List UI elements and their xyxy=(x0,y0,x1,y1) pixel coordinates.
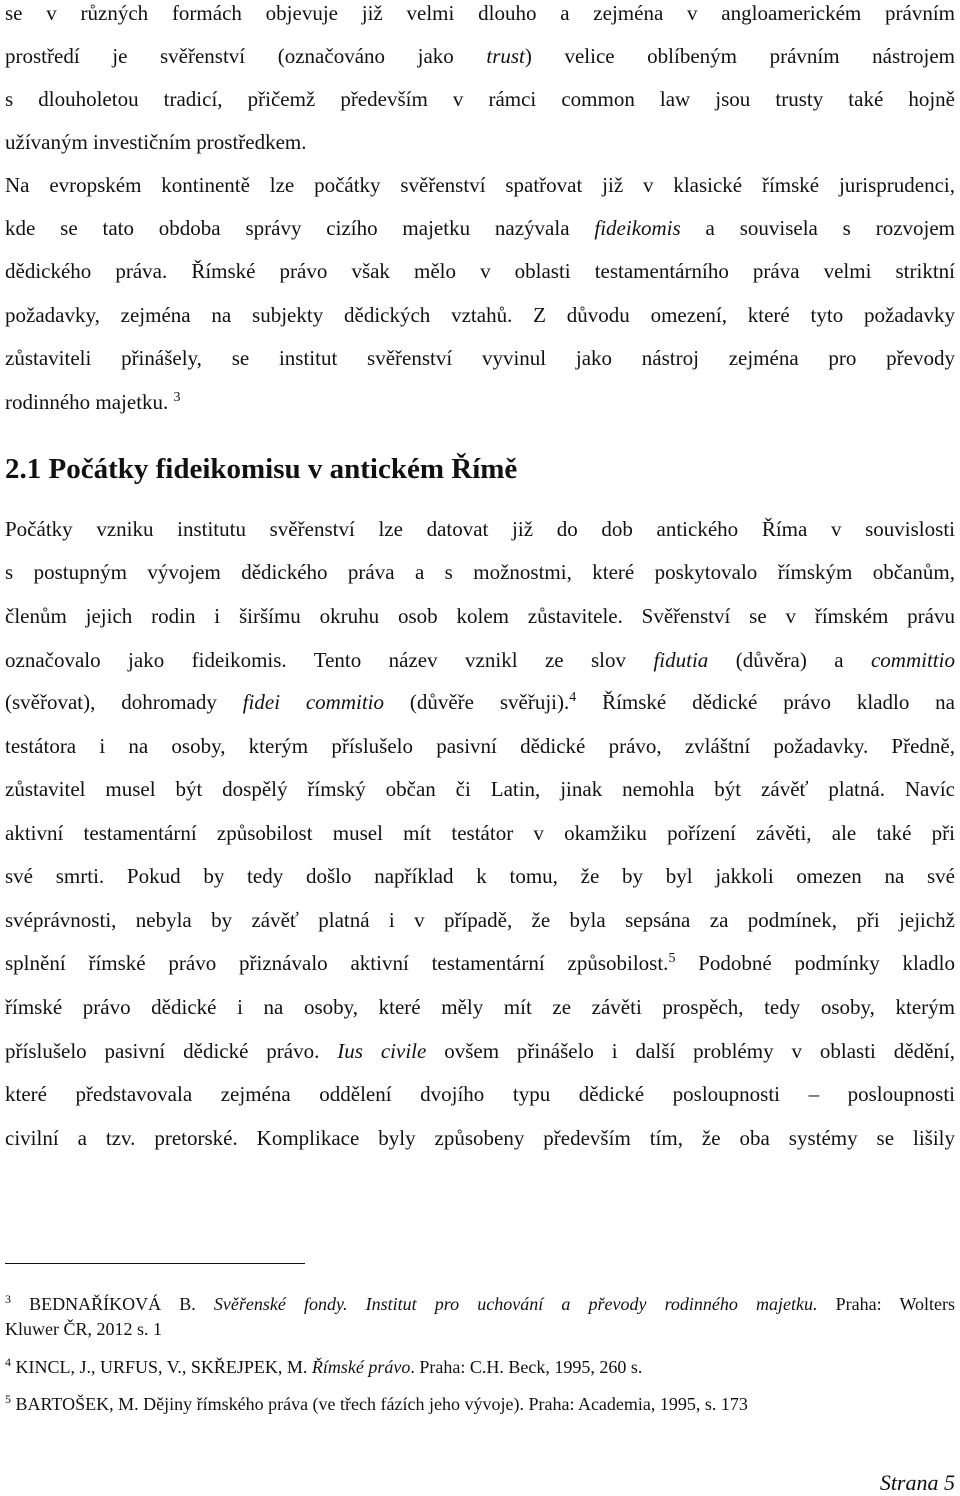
footnote-number: 3 xyxy=(5,1292,11,1306)
text: rodinného majetku. xyxy=(5,390,169,414)
section-heading: 2.1 Počátky fideikomisu v antickém Římě xyxy=(5,453,518,485)
footnote-4 xyxy=(5,1355,955,1379)
text: (důvěře svěřuji). xyxy=(384,690,570,714)
text: se v různých formách objevuje již velmi dlouho a zejména v angloamerickém právním xyxy=(5,1,955,25)
text: prostředí je svěřenství (označováno jako xyxy=(5,44,487,68)
paragraph-line xyxy=(5,647,955,673)
text: příslušelo pasivní dědické právo. xyxy=(5,1039,338,1063)
italic-title: Římské právo xyxy=(311,1357,411,1377)
paragraph-line xyxy=(5,603,955,629)
paragraph-line xyxy=(5,994,955,1020)
text: členům jejich rodin i širšímu okruhu osob kolem zůstavitele. Svěřenství se v římském právu xyxy=(5,604,955,628)
text: Počátky vzniku institutu svěřenství lze datovat již do dob antického Říma v souvislosti xyxy=(5,517,955,541)
italic-term: trust xyxy=(486,44,525,68)
text: Na evropském kontinentě lze počátky svěřenství spatřovat již v klasické římské jurisprudenci, xyxy=(5,173,955,197)
footnote-reference[interactable]: 3 xyxy=(173,390,181,405)
paragraph-line xyxy=(5,215,955,241)
text: označovalo jako fideikomis. Tento název vznikl ze slov xyxy=(5,648,654,672)
text: Římské dědické právo kladlo na xyxy=(576,690,956,714)
paragraph-line xyxy=(5,820,955,846)
text: Podobné podmínky kladlo xyxy=(675,951,955,975)
footnote-reference[interactable]: 5 xyxy=(668,951,676,966)
footnote-3 xyxy=(5,1292,955,1316)
paragraph-line xyxy=(5,0,955,26)
italic-term: Ius civile xyxy=(337,1039,427,1063)
text: ) velice oblíbeným právním nástrojem xyxy=(524,44,955,68)
paragraph-line xyxy=(5,1081,955,1107)
text: BARTOŠEK, M. Dějiny římského práva (ve třech fázích jeho vývoje). Praha: Academia, 1995, s. 173 xyxy=(11,1394,748,1414)
paragraph-line xyxy=(5,907,955,933)
text: dědického práva. Římské právo však mělo v oblasti testamentárního práva velmi striktní xyxy=(5,259,955,283)
paragraph-line xyxy=(5,733,955,759)
text: (důvěra) a xyxy=(708,648,871,672)
text: civilní a tzv. pretorské. Komplikace byly způsobeny především tím, že oba systémy se lišily xyxy=(5,1126,955,1150)
text: KINCL, J., URFUS, V., SKŘEJPEK, M. xyxy=(11,1357,312,1377)
text: BEDNAŘÍKOVÁ B. xyxy=(11,1294,214,1314)
italic-term: fidei commitio xyxy=(242,690,385,714)
text: užívaným investičním prostředkem. xyxy=(5,130,307,154)
text: římské právo dědické i na osoby, které měly mít ze závěti prospěch, tedy osoby, kterým xyxy=(5,995,955,1019)
italic-term: fidutia xyxy=(653,648,709,672)
paragraph-line xyxy=(5,302,955,328)
paragraph-line xyxy=(5,863,955,889)
paragraph-line xyxy=(5,1038,955,1064)
page-number: Strana 5 xyxy=(879,1470,955,1495)
text: požadavky, zejména na subjekty dědických vztahů. Z důvodu omezení, které tyto požadavky xyxy=(5,303,955,327)
paragraph-line xyxy=(5,689,955,715)
footnote-divider xyxy=(5,1263,305,1264)
text: zůstaviteli přinášely, se institut svěřenství vyvinul jako nástroj zejména pro převody xyxy=(5,346,955,370)
text: ovšem přinášelo i další problémy v oblasti dědění, xyxy=(426,1039,955,1063)
italic-term: fideikomis xyxy=(594,216,681,240)
text: (svěřovat), dohromady xyxy=(5,690,243,714)
paragraph-line xyxy=(5,345,955,371)
footnote-3-continued xyxy=(5,1317,955,1341)
text: zůstavitel musel být dospělý římský občan či Latin, jinak nemohla být závěť platná. Navíc xyxy=(5,777,955,801)
paragraph-line xyxy=(5,559,955,585)
text: . Praha: C.H. Beck, 1995, 260 s. xyxy=(410,1357,643,1377)
text: s dlouholetou tradicí, přičemž především v rámci common law jsou trusty také hojně xyxy=(5,87,955,111)
text: své smrti. Pokud by tedy došlo například k tomu, že by byl jakkoli omezen na své xyxy=(5,864,955,888)
paragraph-line xyxy=(5,258,955,284)
text: Praha: Wolters xyxy=(817,1294,955,1314)
text: aktivní testamentární způsobilost musel mít testátor v okamžiku pořízení závěti, ale také při xyxy=(5,821,955,845)
text: kde se tato obdoba správy cizího majetku nazývala xyxy=(5,216,595,240)
paragraph-line xyxy=(5,43,955,69)
footnote-number: 4 xyxy=(5,1355,11,1369)
text: testátora i na osoby, kterým příslušelo pasivní dědické právo, zvláštní požadavky. Předně, xyxy=(5,734,955,758)
paragraph-line xyxy=(5,516,955,542)
footnote-reference[interactable]: 4 xyxy=(569,690,577,705)
paragraph-line xyxy=(5,1125,955,1151)
footnote-5 xyxy=(5,1392,955,1416)
text: svéprávnosti, nebyla by závěť platná i v případě, že byla sepsána za podmínek, při jejichž xyxy=(5,908,955,932)
text: a souvisela s rozvojem xyxy=(680,216,955,240)
italic-term: committio xyxy=(870,648,955,672)
text: splnění římské právo přiznávalo aktivní testamentární způsobilost. xyxy=(5,951,669,975)
italic-title: Svěřenské fondy. Institut pro uchování a převody rodinného majetku. xyxy=(213,1294,818,1314)
paragraph-line xyxy=(5,86,955,112)
footnote-number: 5 xyxy=(5,1392,11,1406)
text: Kluwer ČR, 2012 s. 1 xyxy=(5,1319,162,1339)
paragraph-line xyxy=(5,950,955,976)
paragraph-line xyxy=(5,776,955,802)
text: s postupným vývojem dědického práva a s možnostmi, které poskytovalo římským občanům, xyxy=(5,560,955,584)
paragraph-line xyxy=(5,129,955,155)
paragraph-line xyxy=(5,389,955,415)
paragraph-line xyxy=(5,172,955,198)
text: které představovala zejména oddělení dvojího typu dědické posloupnosti – posloupnosti xyxy=(5,1082,955,1106)
